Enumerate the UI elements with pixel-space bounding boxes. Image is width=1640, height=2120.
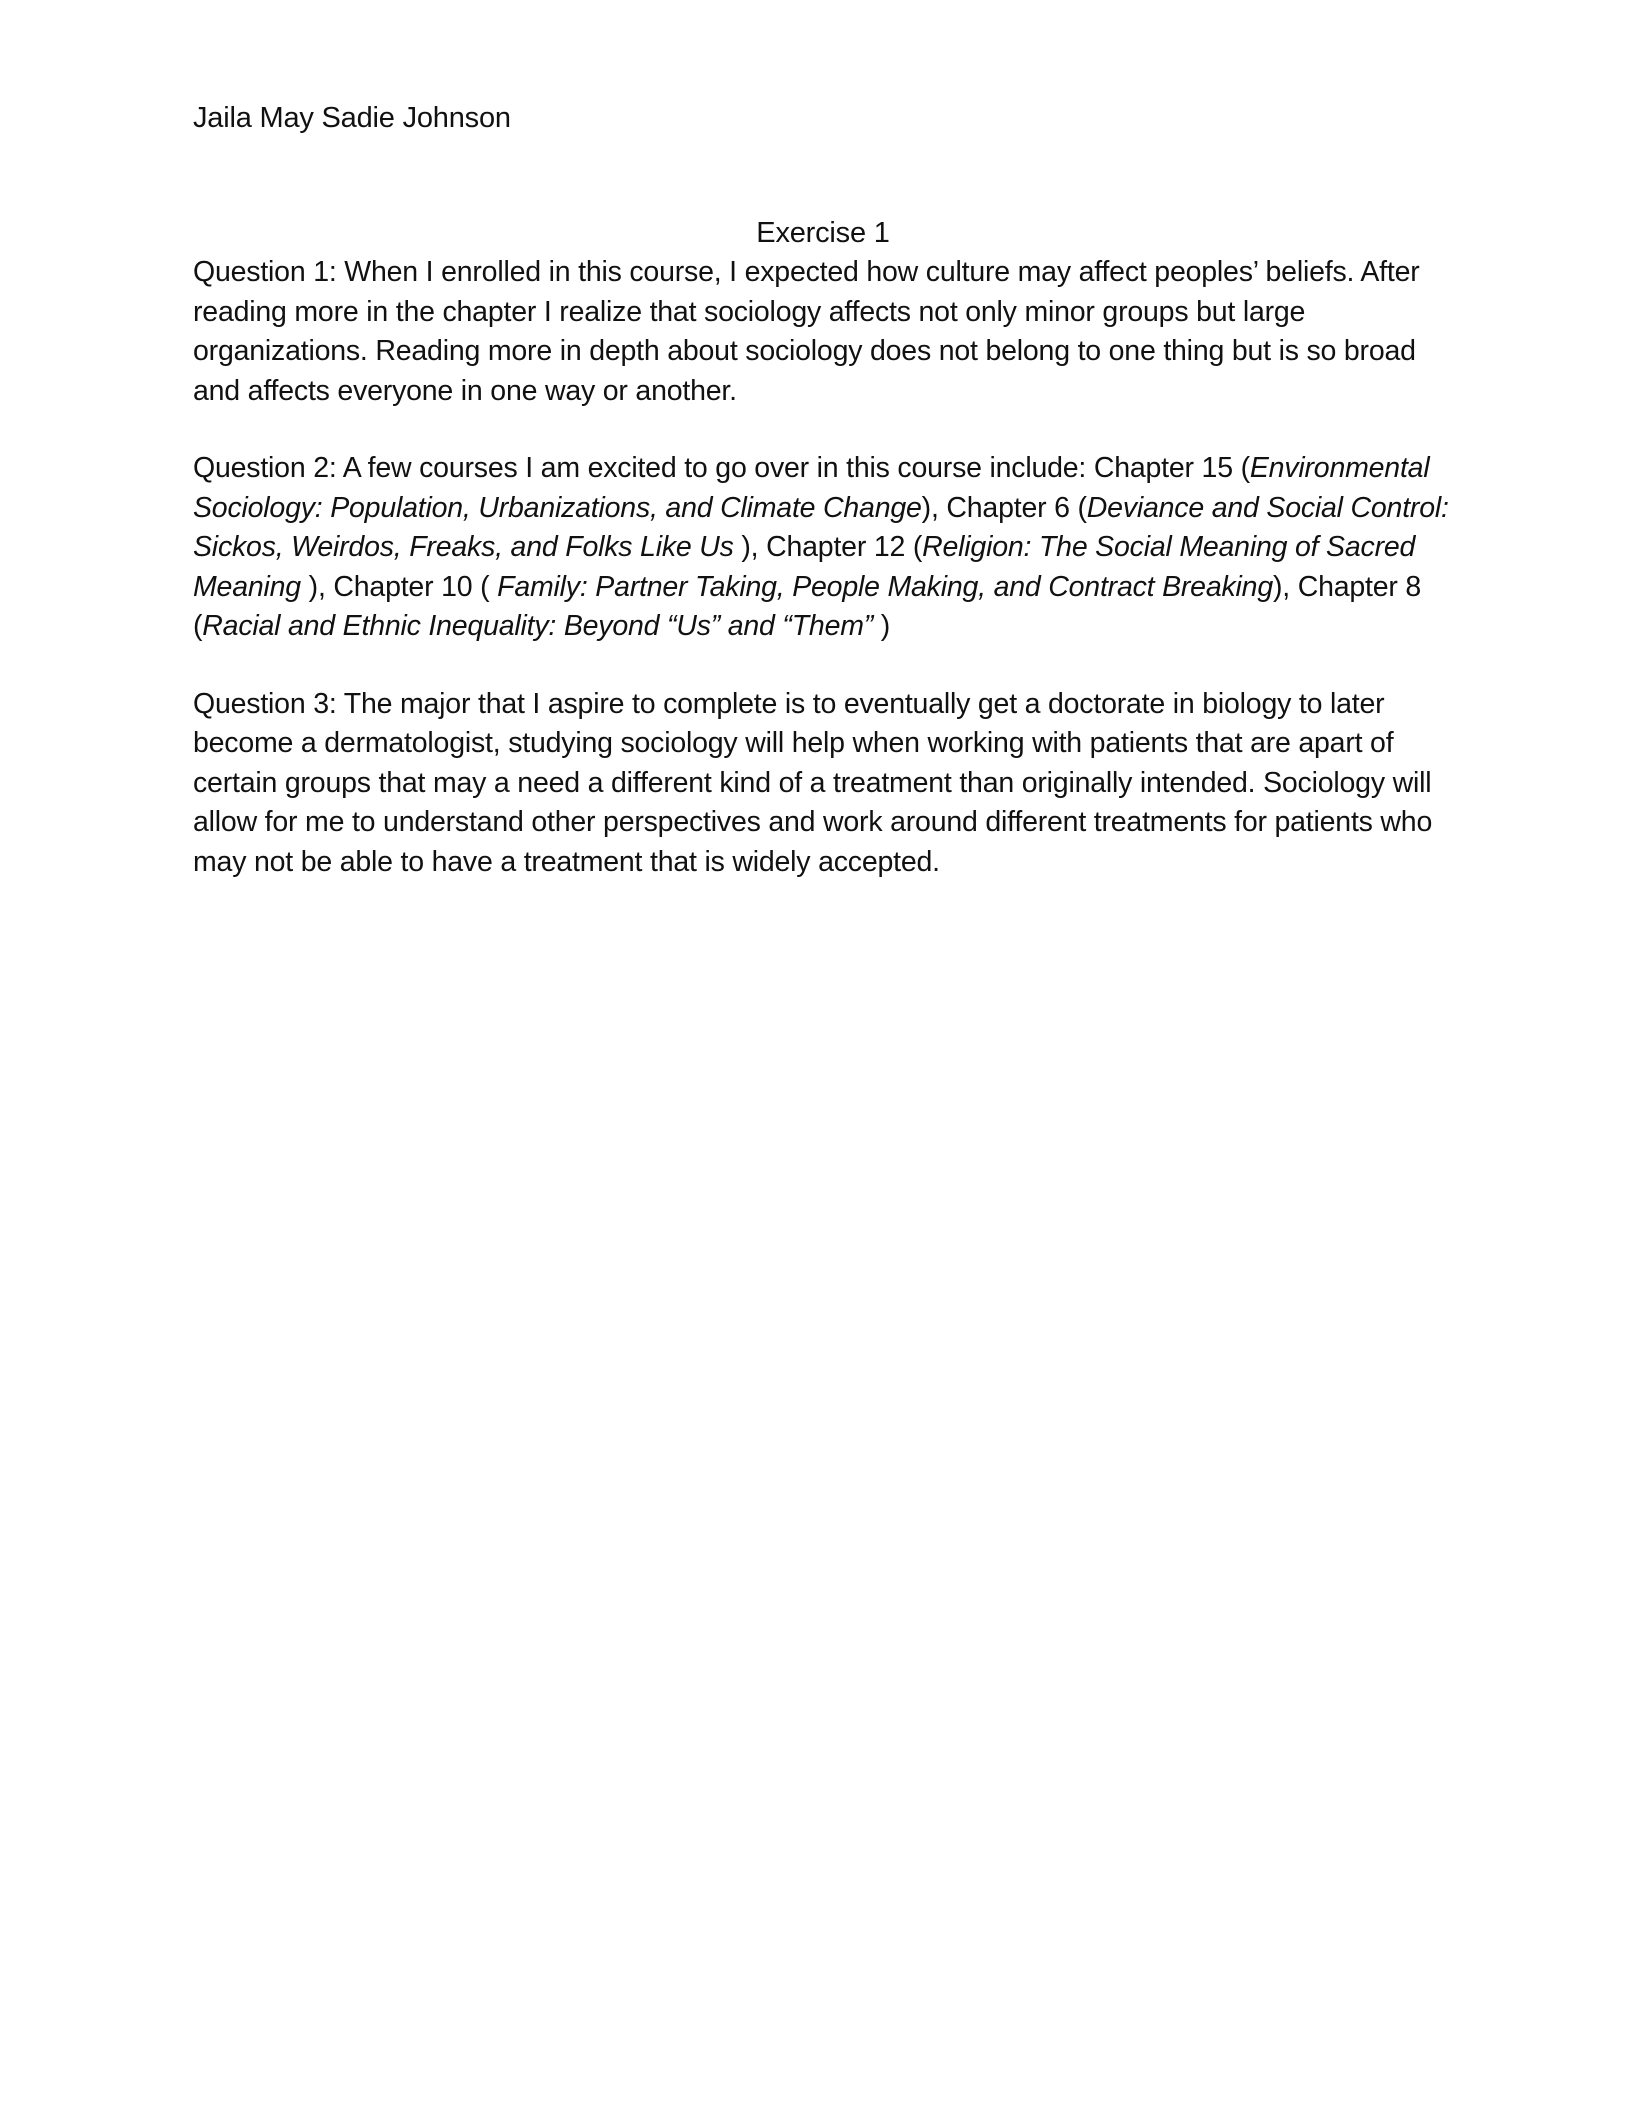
document-body [193, 98, 1453, 882]
author-name: Jaila May Sadie Johnson [193, 102, 511, 134]
q2-separator-6: ), Chapter 12 ( [733, 531, 923, 563]
q2-end-text: ) [873, 610, 891, 642]
q2-intro-text: Question 2: A few courses I am excited to go over in this course include: Chapter 15 ( [193, 452, 1250, 484]
question-2-paragraph [193, 449, 1453, 647]
chapter-15-title: Environmental Sociology: Population, Urbanizations, and Climate Change [193, 452, 1430, 524]
q2-separator-15: ), Chapter 6 ( [921, 491, 1087, 524]
question-1-paragraph: Question 1: When I enrolled in this course, I expected how culture may affect peoples’ beliefs. After reading more in the chapter I realize that sociology affects not only minor groups but large organizations. Reading more in depth about sociology does not belong to one thing but is so broad and affects everyone in one way or another. [193, 256, 1420, 407]
chapter-8-title: Racial and Ethnic Inequality: Beyond “Us” and “Them” [202, 610, 874, 642]
question-3-paragraph: Question 3: The major that I aspire to complete is to eventually get a doctorate in biology to later become a dermatologist, studying sociology will help when working with patients that are apart of certain groups that may a need a different kind of a treatment than originally intended. Sociology will allow for me to understand other perspectives and work around different treatments for patients who may not be able to have a treatment that is widely accepted. [193, 687, 1433, 878]
document-title: Exercise 1 [756, 217, 890, 249]
q2-separator-12: ), Chapter 10 ( [300, 570, 498, 603]
chapter-10-title: Family: Partner Taking, People Making, and Contract Breaking [497, 570, 1273, 603]
q2-separator-10: ), Chapter 8 ( [193, 570, 1422, 642]
chapter-6-title: Deviance and Social Control: Sickos, Weirdos, Freaks, and Folks Like Us [193, 491, 1449, 563]
chapter-12-title: Religion: The Social Meaning of Sacred Meaning [193, 531, 1416, 603]
